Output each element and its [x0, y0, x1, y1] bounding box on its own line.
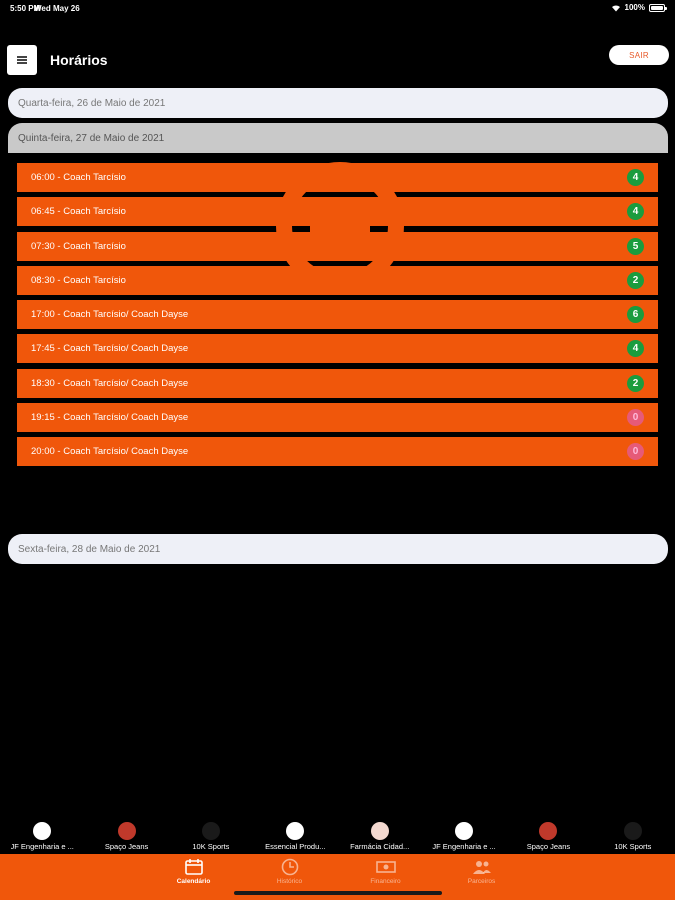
home-indicator — [234, 891, 442, 895]
partner-item[interactable] — [338, 822, 422, 854]
time-slot-row[interactable] — [17, 300, 658, 329]
partner-logo-icon — [118, 822, 136, 840]
status-time: 5:50 PM — [10, 4, 41, 13]
partner-logo-icon — [286, 822, 304, 840]
partner-item[interactable] — [591, 822, 675, 854]
tab-people[interactable] — [434, 854, 530, 900]
tab-calendar[interactable] — [146, 854, 242, 900]
time-slot-row[interactable] — [17, 437, 658, 466]
time-slot-row[interactable] — [17, 197, 658, 226]
time-slot-row[interactable] — [17, 334, 658, 363]
partner-logo-icon — [33, 822, 51, 840]
partner-label: Spaço Jeans — [104, 842, 149, 851]
attendee-count-badge: 2 — [627, 375, 644, 392]
time-slot-row[interactable] — [17, 369, 658, 398]
time-slot-label: 17:00 - Coach Tarcísio/ Coach Dayse — [31, 309, 189, 321]
status-bar — [0, 0, 675, 16]
partner-label: 10K Sports — [614, 842, 652, 851]
clock-icon — [280, 858, 300, 876]
time-slot-label: 07:30 - Coach Tarcísio — [31, 240, 126, 252]
attendee-count-badge: 0 — [627, 443, 644, 460]
partner-label: 10K Sports — [192, 842, 230, 851]
partner-logo-icon — [624, 822, 642, 840]
partner-label: Farmácia Cidad... — [350, 842, 410, 851]
time-slot-row[interactable] — [17, 403, 658, 432]
time-slot-label: 17:45 - Coach Tarcísio/ Coach Dayse — [31, 343, 189, 355]
partner-item[interactable] — [169, 822, 253, 854]
time-slot-label: 06:00 - Coach Tarcísio — [31, 172, 126, 183]
attendee-count-badge: 4 — [627, 203, 644, 220]
attendee-count-badge: 6 — [627, 306, 644, 323]
partner-logo-icon — [371, 822, 389, 840]
time-slot-label: 18:30 - Coach Tarcísio/ Coach Dayse — [31, 377, 189, 389]
partner-label: JF Engenharia e ... — [432, 842, 496, 851]
time-slot-label: 06:45 - Coach Tarcísio — [31, 206, 126, 218]
time-slot-label: 20:00 - Coach Tarcísio/ Coach Dayse — [31, 446, 189, 458]
battery-percent: 100% — [624, 3, 645, 12]
partner-logo-icon — [539, 822, 557, 840]
people-icon — [472, 858, 492, 876]
page-title: Horários — [50, 52, 108, 68]
money-icon — [376, 858, 396, 876]
partner-label: Essencial Produ... — [265, 842, 326, 851]
hamburger-icon — [17, 55, 27, 66]
partner-logo-icon — [202, 822, 220, 840]
day-header-friday[interactable]: Sexta-feira, 28 de Maio de 2021 — [8, 534, 668, 564]
tab-label: Histórico — [276, 878, 303, 885]
attendee-count-badge: 0 — [627, 409, 644, 426]
tab-label: Parceiros — [467, 878, 496, 885]
battery-icon — [649, 4, 665, 12]
partner-label: JF Engenharia e ... — [10, 842, 74, 851]
logout-button[interactable]: SAIR — [609, 45, 669, 65]
partner-label: Spaço Jeans — [526, 842, 571, 851]
day-header-wednesday[interactable]: Quarta-feira, 26 de Maio de 2021 — [8, 88, 668, 118]
status-date: Wed May 26 — [34, 4, 80, 13]
attendee-count-badge: 4 — [627, 169, 644, 186]
tab-label: Financeiro — [370, 878, 401, 885]
calendar-icon — [184, 858, 204, 876]
time-slot-label: 08:30 - Coach Tarcísio — [31, 274, 126, 286]
partner-item[interactable] — [0, 822, 84, 854]
partners-strip — [0, 822, 675, 854]
partner-item[interactable] — [84, 822, 168, 854]
tab-label: Calendário — [176, 878, 211, 885]
time-slot-label: 19:15 - Coach Tarcísio/ Coach Dayse — [31, 412, 189, 424]
partner-item[interactable] — [422, 822, 506, 854]
status-right — [611, 3, 665, 12]
partner-item[interactable] — [506, 822, 590, 854]
time-slot-list — [17, 163, 658, 472]
attendee-count-badge: 2 — [627, 272, 644, 289]
day-header-thursday[interactable]: Quinta-feira, 27 de Maio de 2021 — [8, 123, 668, 153]
time-slot-row[interactable] — [17, 266, 658, 295]
partner-logo-icon — [455, 822, 473, 840]
menu-button[interactable] — [7, 45, 37, 75]
wifi-icon — [611, 4, 621, 12]
time-slot-row[interactable] — [17, 163, 658, 192]
attendee-count-badge: 5 — [627, 238, 644, 255]
partner-item[interactable] — [253, 822, 337, 854]
attendee-count-badge: 4 — [627, 340, 644, 357]
time-slot-row[interactable] — [17, 232, 658, 261]
